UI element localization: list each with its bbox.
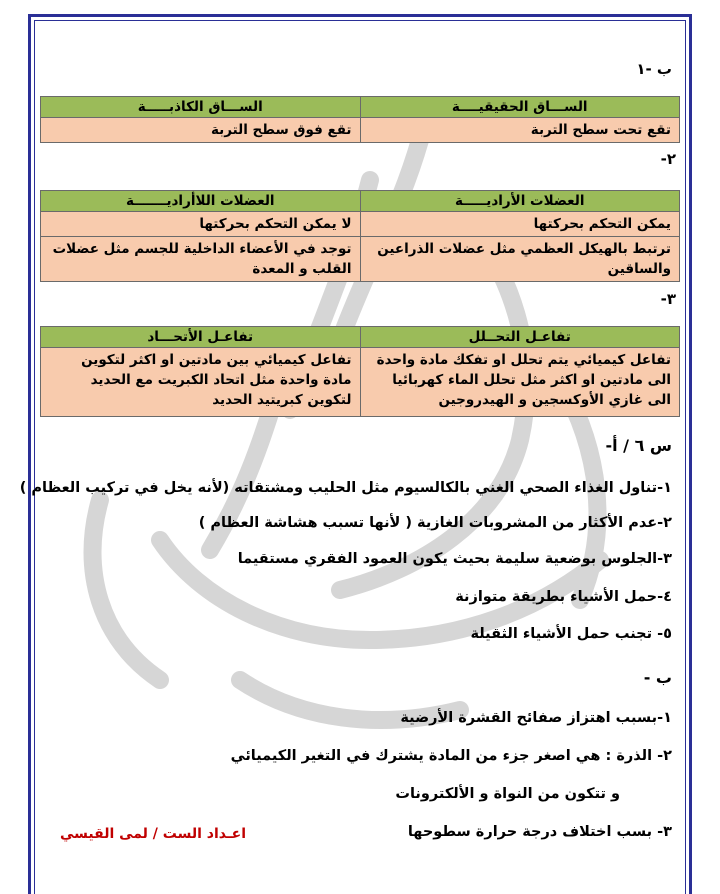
- section-b1-label: ب -١: [636, 60, 672, 78]
- table-cell: يمكن التحكم بحركتها: [360, 212, 680, 237]
- table-reaction-comparison: [40, 326, 680, 417]
- question-6a-title: س ٦ / أ-: [605, 436, 672, 455]
- table-cell: تفاعل كيميائي يتم تحلل او تفكك مادة واحدة الى مادتين او اكثر مثل تحلل الماء كهربائيا الى غازي الأوكسجين و الهيدروجين: [360, 348, 680, 417]
- list-item: ٢- الذرة : هي اصغر جزء من المادة يشترك في التغير الكيميائي: [230, 748, 672, 764]
- list-item: ٤-حمل الأشياء بطريقة متوازنة: [455, 589, 672, 605]
- list-item: ٢-عدم الأكثار من المشروبات الغازية ( لأنها تسبب هشاشة العظام ): [198, 515, 672, 531]
- table-header-row: [41, 191, 680, 212]
- header-cell: العضلات الأراديـــــة: [360, 191, 680, 212]
- table-row: [41, 212, 680, 237]
- table-header-row: [41, 327, 680, 348]
- table-cell: لا يمكن التحكم بحركتها: [41, 212, 361, 237]
- list-item: ١-بسبب اهتزاز صفائح القشرة الأرضية: [400, 710, 672, 726]
- table-row: [41, 237, 680, 282]
- table-row: [41, 348, 680, 417]
- header-cell: تفاعـل الأتحـــاد: [41, 327, 361, 348]
- answer-sheet: [19, 20, 680, 894]
- table-cell: تفاعل كيميائي بين مادتين او اكثر لتكوين مادة واحدة مثل اتحاد الكبريت مع الحديد لتكوين كبريتيد الحديد: [41, 348, 361, 417]
- list-item: ١-تناول الغذاء الصحي الغني بالكالسيوم مثل الحليب ومشتقاته (لأنه يخل في تركيب العظام ): [19, 480, 672, 496]
- list-item: ٣- بسب اختلاف درجة حرارة سطوحها: [407, 824, 672, 840]
- header-cell: تفاعـل التحــلل: [360, 327, 680, 348]
- question-6b-title: ب -: [643, 668, 672, 687]
- table-cell: تقع تحت سطح التربة: [360, 118, 680, 143]
- list-item: و تتكون من النواة و الألكترونات: [395, 786, 620, 802]
- table-cell: توجد في الأعضاء الداخلية للجسم مثل عضلات القلب و المعدة: [41, 237, 361, 282]
- header-cell: العضلات اللاأراديـــــــة: [41, 191, 361, 212]
- section-3-label: ٣-: [660, 290, 676, 308]
- table-muscle-comparison: [40, 190, 680, 282]
- header-cell: الســـاق الحقيقيــــة: [360, 97, 680, 118]
- table-stem-comparison: [40, 96, 680, 143]
- table-row: [41, 118, 680, 143]
- table-cell: تقع فوق سطح التربة: [41, 118, 361, 143]
- section-2-label: ٢-: [660, 150, 676, 168]
- table-cell: ترتبط بالهيكل العظمي مثل عضلات الذراعين والساقين: [360, 237, 680, 282]
- list-item: ٥- تجنب حمل الأشياء الثقيلة: [470, 626, 672, 642]
- header-cell: الســـاق الكاذبـــــة: [41, 97, 361, 118]
- table-header-row: [41, 97, 680, 118]
- author-credit: اعـداد الست / لمى القيسي: [60, 826, 247, 842]
- list-item: ٣-الجلوس بوضعية سليمة بحيث يكون العمود الفقري مستقيما: [237, 551, 672, 567]
